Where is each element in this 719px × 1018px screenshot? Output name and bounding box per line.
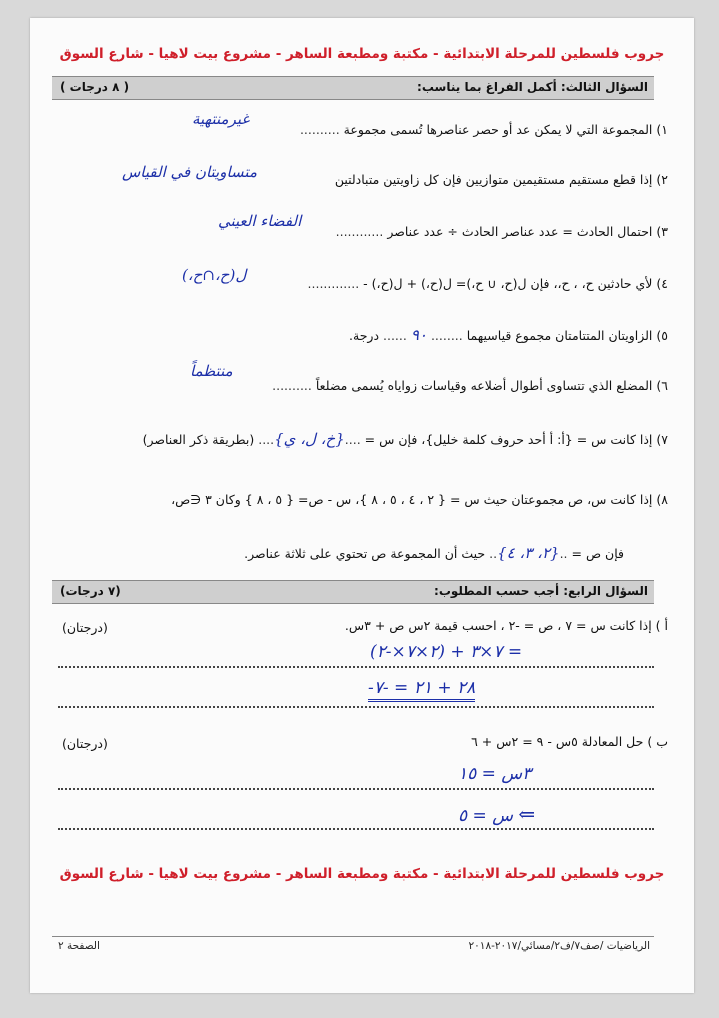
question-2: ٢) إذا قطع مستقيم مستقيمين متوازيين فإن كل زاويتين متبادلتين: [334, 172, 668, 187]
question-6: ٦) المضلع الذي تتساوى أطوال أضلاعه وقياسات زواياه يُسمى مضلعاً ..........: [272, 378, 668, 393]
answer-1: غيرمنتهية: [192, 110, 250, 128]
question-8: ٨) إذا كانت س، ص مجموعتان حيث س = { ٢ ، ٤ ، ٥ ، ٨ }، س - ص= { ٥ ، ٨ } وكان ٣ ∈ص،: [171, 492, 668, 507]
section4-header: [52, 580, 654, 604]
footer-course-info: الرياضيات /صف٧/ف٢/مسائي/٢٠١٧-٢٠١٨: [468, 940, 650, 952]
question-8-line2: فإن ص = ..{٢، ٣، ٤}.. حيث أن المجموعة ص تحتوي على ثلاثة عناصر.: [244, 544, 624, 562]
part-b-work-line1: ٣س = ١٥: [458, 764, 532, 784]
answer-line: [58, 828, 654, 830]
answer-line: [58, 706, 654, 708]
part-b-work-line2: س = ٥ ⇐: [458, 802, 536, 826]
answer-8: {٢، ٣، ٤}: [497, 544, 560, 562]
question-7: ٧) إذا كانت س = {أ: أ أحد حروف كلمة خليل}، فإن س = ....{خ، ل، ي}.... (بطريقة ذكر العناصر): [142, 430, 668, 448]
section3-title: السؤال الثالث: أكمل الفراغ بما يناسب:: [417, 80, 648, 94]
answer-7: {خ، ل، ي}: [274, 430, 345, 448]
footer-banner: جروب فلسطين للمرحلة الابتدائية - مكتبة ومطبعة الساهر - مشروع بيت لاهيا - شارع السوق: [59, 866, 665, 882]
section4-marks: (٧ درجات): [60, 584, 121, 598]
part-a-work-line2: -٢٨ + ٢١ = -٧: [368, 678, 475, 698]
implies-arrow-icon: ⇐: [518, 802, 536, 826]
exam-page: [30, 18, 694, 993]
page-number: الصفحة ٢: [58, 940, 100, 952]
answer-3: الفضاء العيني: [218, 212, 302, 230]
question-5: ٥) الزاويتان المتتامتان مجموع قياسيهما ........ ٩٠ ...... درجة.: [349, 326, 668, 344]
header-banner: جروب فلسطين للمرحلة الابتدائية - مكتبة ومطبعة الساهر - مشروع بيت لاهيا - شارع السوق: [59, 46, 665, 62]
question-3: ٣) احتمال الحادث = عدد عناصر الحادث ÷ عدد عناصر ............: [335, 224, 668, 239]
answer-4: ل(ح،∩ح،): [182, 266, 247, 284]
section4-title: السؤال الرابع: أجب حسب المطلوب:: [434, 584, 648, 598]
part-b-question: ب ) حل المعادلة ٥س - ٩ = ٢س + ٦: [471, 734, 668, 749]
part-a-marks: (درجتان): [62, 620, 108, 635]
answer-5: ٩٠: [410, 326, 427, 344]
answer-line: [58, 788, 654, 790]
part-a-question: أ ) إذا كانت س = ٧ ، ص = -٢ ، احسب قيمة ٢س ص + ٣س.: [344, 618, 668, 633]
question-4: ٤) لأي حادثين ح، ، ح،، فإن ل(ح، ∪ ح،)= ل(ح،) + ل(ح،) - .............: [307, 276, 668, 291]
answer-6: منتظماً: [190, 362, 233, 380]
answer-2: متساويتان في القياس: [122, 163, 257, 181]
section3-marks: ( ٨ درجات ): [60, 80, 130, 94]
answer-line: [58, 666, 654, 668]
part-a-work-line1: ٧×٣ + (٢×٧×-٢) =: [370, 642, 523, 662]
section3-header: [52, 76, 654, 100]
footer-divider: [52, 936, 654, 937]
part-b-marks: (درجتان): [62, 736, 108, 751]
question-1: ١) المجموعة التي لا يمكن عد أو حصر عناصرها تُسمى مجموعة ..........: [299, 122, 668, 137]
